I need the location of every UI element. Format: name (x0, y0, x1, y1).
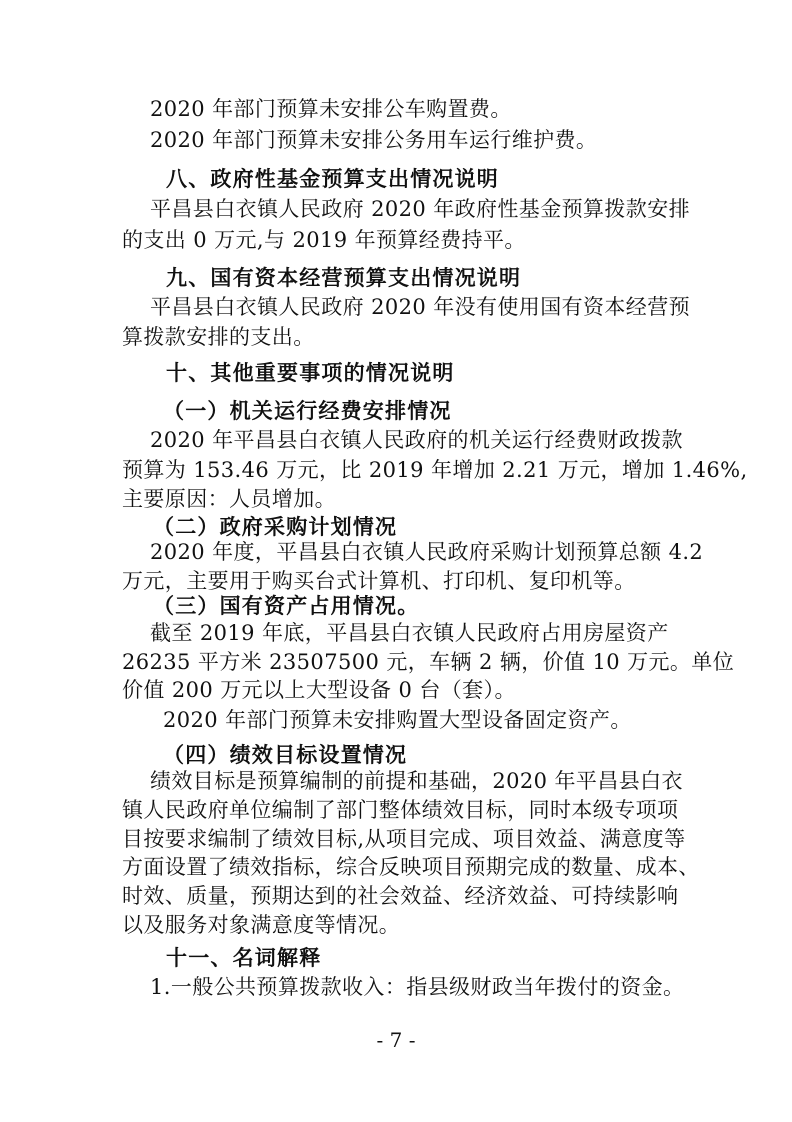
text-line: 目按要求编制了绩效目标,从项目完成、项目效益、满意度等 (122, 827, 686, 851)
text-line: 绩效目标是预算编制的前提和基础，2020 年平昌县白衣 (150, 769, 683, 793)
text-line: 2020 年平昌县白衣镇人民政府的机关运行经费财政拨款 (150, 428, 683, 452)
section-heading: 十、其他重要事项的情况说明 (166, 360, 455, 385)
text-line: 截至 2019 年底，平昌县白衣镇人民政府占用房屋资产 (150, 621, 669, 645)
text-line: 2020 年部门预算未安排购置大型设备固定资产。 (163, 708, 632, 732)
text-line: 算拨款安排的支出。 (122, 325, 315, 349)
text-line: 万元，主要用于购买台式计算机、打印机、复印机等。 (122, 569, 636, 593)
text-line: 价值 200 万元以上大型设备 0 台（套）。 (122, 678, 516, 702)
section-heading: 八、政府性基金预算支出情况说明 (166, 166, 499, 191)
text-line: 2020 年部门预算未安排公务用车运行维护费。 (150, 128, 598, 152)
subsection-heading: （四）绩效目标设置情况 (163, 742, 408, 767)
text-line: 时效、质量，预期达到的社会效益、经济效益、可持续影响 (122, 884, 679, 908)
text-line: 预算为 153.46 万元，比 2019 年增加 2.21 万元，增加 1.46%, (122, 458, 748, 482)
text-line: 的支出 0 万元,与 2019 年预算经费持平。 (122, 228, 526, 252)
subsection-heading: （一）机关运行经费安排情况 (163, 398, 452, 423)
text-line: 以及服务对象满意度等情况。 (122, 913, 401, 937)
text-line: 平昌县白衣镇人民政府 2020 年政府性基金预算拨款安排 (150, 197, 690, 221)
text-line: 主要原因：人员增加。 (122, 487, 336, 511)
text-line: 2020 年部门预算未安排公车购置费。 (150, 97, 512, 121)
subsection-heading: （三）国有资产占用情况。 (153, 593, 420, 618)
page-number: - 7 - (376, 1028, 416, 1052)
text-line: 26235 平方米 23507500 元，车辆 2 辆，价值 10 万元。单位 (122, 650, 735, 674)
text-line: 1.一般公共预算拨款收入：指县级财政当年拨付的资金。 (150, 975, 685, 999)
text-line: 镇人民政府单位编制了部门整体绩效目标，同时本级专项项 (122, 798, 679, 822)
text-line: 平昌县白衣镇人民政府 2020 年没有使用国有资本经营预 (150, 295, 690, 319)
subsection-heading: （二）政府采购计划情况 (153, 514, 398, 539)
text-line: 2020 年度，平昌县白衣镇人民政府采购计划预算总额 4.2 (150, 540, 704, 564)
text-line: 方面设置了绩效指标，综合反映项目预期完成的数量、成本、 (122, 855, 700, 879)
section-heading: 九、国有资本经营预算支出情况说明 (166, 265, 522, 290)
section-heading: 十一、名词解释 (166, 945, 322, 970)
